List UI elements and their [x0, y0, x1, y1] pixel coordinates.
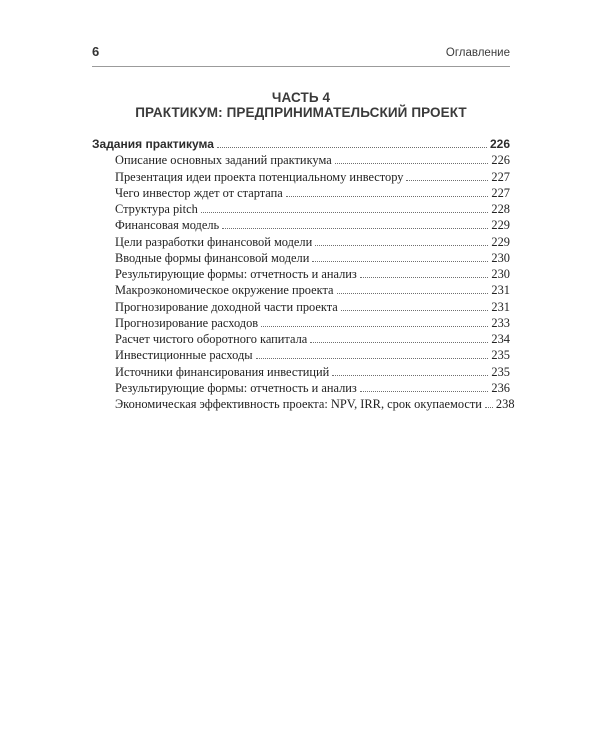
toc-entry-label: Экономическая эффективность проекта: NPV, IRR, срок окупаемости — [115, 397, 482, 411]
toc-entry-label: Результирующие формы: отчетность и анализ — [115, 380, 357, 395]
toc-dot-leader — [485, 406, 493, 408]
toc-dot-leader — [201, 211, 489, 213]
toc-entry-page: 226 — [491, 153, 510, 168]
toc-dot-leader — [315, 244, 488, 246]
toc-entry-label: Результирующие формы: отчетность и анализ — [115, 267, 357, 281]
toc-dot-leader — [286, 195, 489, 197]
toc-entry-label: Финансовая модель — [115, 218, 220, 233]
toc-dot-leader — [406, 179, 488, 181]
toc-entry[interactable] — [92, 397, 515, 413]
toc-entry-page: 235 — [491, 348, 510, 363]
toc-entry-label: Цели разработки финансовой модели — [115, 234, 313, 249]
toc-entry-page: 229 — [491, 218, 510, 233]
toc-dot-leader — [222, 227, 488, 229]
toc-entry-page: 226 — [489, 137, 510, 151]
toc-dot-leader — [256, 357, 489, 359]
toc-dot-leader — [360, 276, 489, 278]
toc-entry-label: Расчет чистого оборотного капитала — [115, 332, 308, 346]
toc-entry-label: Структура pitch — [115, 202, 198, 216]
toc-dot-leader — [217, 146, 487, 148]
part-kicker: ЧАСТЬ 4 — [271, 90, 331, 105]
toc-entry[interactable] — [92, 170, 510, 186]
toc-entry-label: Описание основных заданий практикума — [115, 153, 332, 168]
toc-entry-label: Прогнозирование расходов — [115, 315, 259, 330]
toc-dot-leader — [261, 325, 488, 327]
toc-entry-page: 233 — [491, 315, 510, 330]
toc-entry-page: 234 — [491, 332, 510, 346]
toc-entry[interactable] — [92, 235, 510, 251]
toc-entry-page: 231 — [491, 299, 510, 314]
toc-dot-leader — [337, 292, 489, 294]
part-heading — [92, 90, 510, 120]
toc-entry-page: 227 — [491, 185, 510, 200]
toc-dot-leader — [310, 341, 488, 343]
table-of-contents — [92, 137, 515, 413]
toc-entry[interactable] — [92, 283, 510, 299]
page-number: 6 — [92, 44, 100, 59]
toc-entry-label: Источники финансирования инвестиций — [115, 364, 330, 379]
toc-entry[interactable] — [92, 381, 510, 397]
toc-entry[interactable] — [92, 267, 510, 283]
toc-entry[interactable] — [92, 186, 510, 202]
toc-dot-leader — [335, 162, 489, 164]
toc-entry-page: 228 — [491, 202, 510, 216]
toc-dot-leader — [332, 374, 488, 376]
toc-entry-label: Презентация идеи проекта потенциальному инвестору — [115, 169, 404, 184]
toc-entry-page: 231 — [491, 283, 510, 298]
toc-entry[interactable] — [92, 202, 510, 218]
toc-entry[interactable] — [92, 300, 510, 316]
toc-entry-page: 230 — [491, 267, 510, 281]
toc-entry-page: 229 — [491, 234, 510, 249]
toc-entry-label: Макроэкономическое окружение проекта — [115, 283, 334, 298]
toc-entry-page: 227 — [491, 169, 510, 184]
running-head — [92, 44, 510, 67]
toc-dot-leader — [312, 260, 488, 262]
toc-entry[interactable] — [92, 365, 510, 381]
toc-entry-page: 230 — [491, 250, 510, 265]
toc-entry-label: Прогнозирование доходной части проекта — [115, 299, 338, 314]
toc-entry[interactable] — [92, 153, 510, 169]
toc-entry[interactable] — [92, 137, 510, 153]
toc-entry-label: Инвестиционные расходы — [115, 348, 253, 363]
toc-dot-leader — [360, 390, 489, 392]
toc-entry-label: Чего инвестор ждет от стартапа — [115, 185, 283, 200]
toc-dot-leader — [341, 309, 489, 311]
running-title: Оглавление — [445, 47, 510, 59]
toc-entry-page: 238 — [495, 397, 515, 411]
toc-entry[interactable] — [92, 332, 510, 348]
toc-entry-page: 235 — [491, 364, 510, 379]
toc-entry[interactable] — [92, 316, 510, 332]
toc-entry[interactable] — [92, 348, 510, 364]
part-title: ПРАКТИКУМ: ПРЕДПРИНИМАТЕЛЬСКИЙ ПРОЕКТ — [135, 105, 467, 120]
toc-entry-label: Вводные формы финансовой модели — [115, 250, 310, 265]
toc-entry-page: 236 — [491, 380, 510, 395]
toc-entry[interactable] — [92, 251, 510, 267]
toc-entry[interactable] — [92, 218, 510, 234]
toc-entry-label: Задания практикума — [92, 137, 214, 151]
